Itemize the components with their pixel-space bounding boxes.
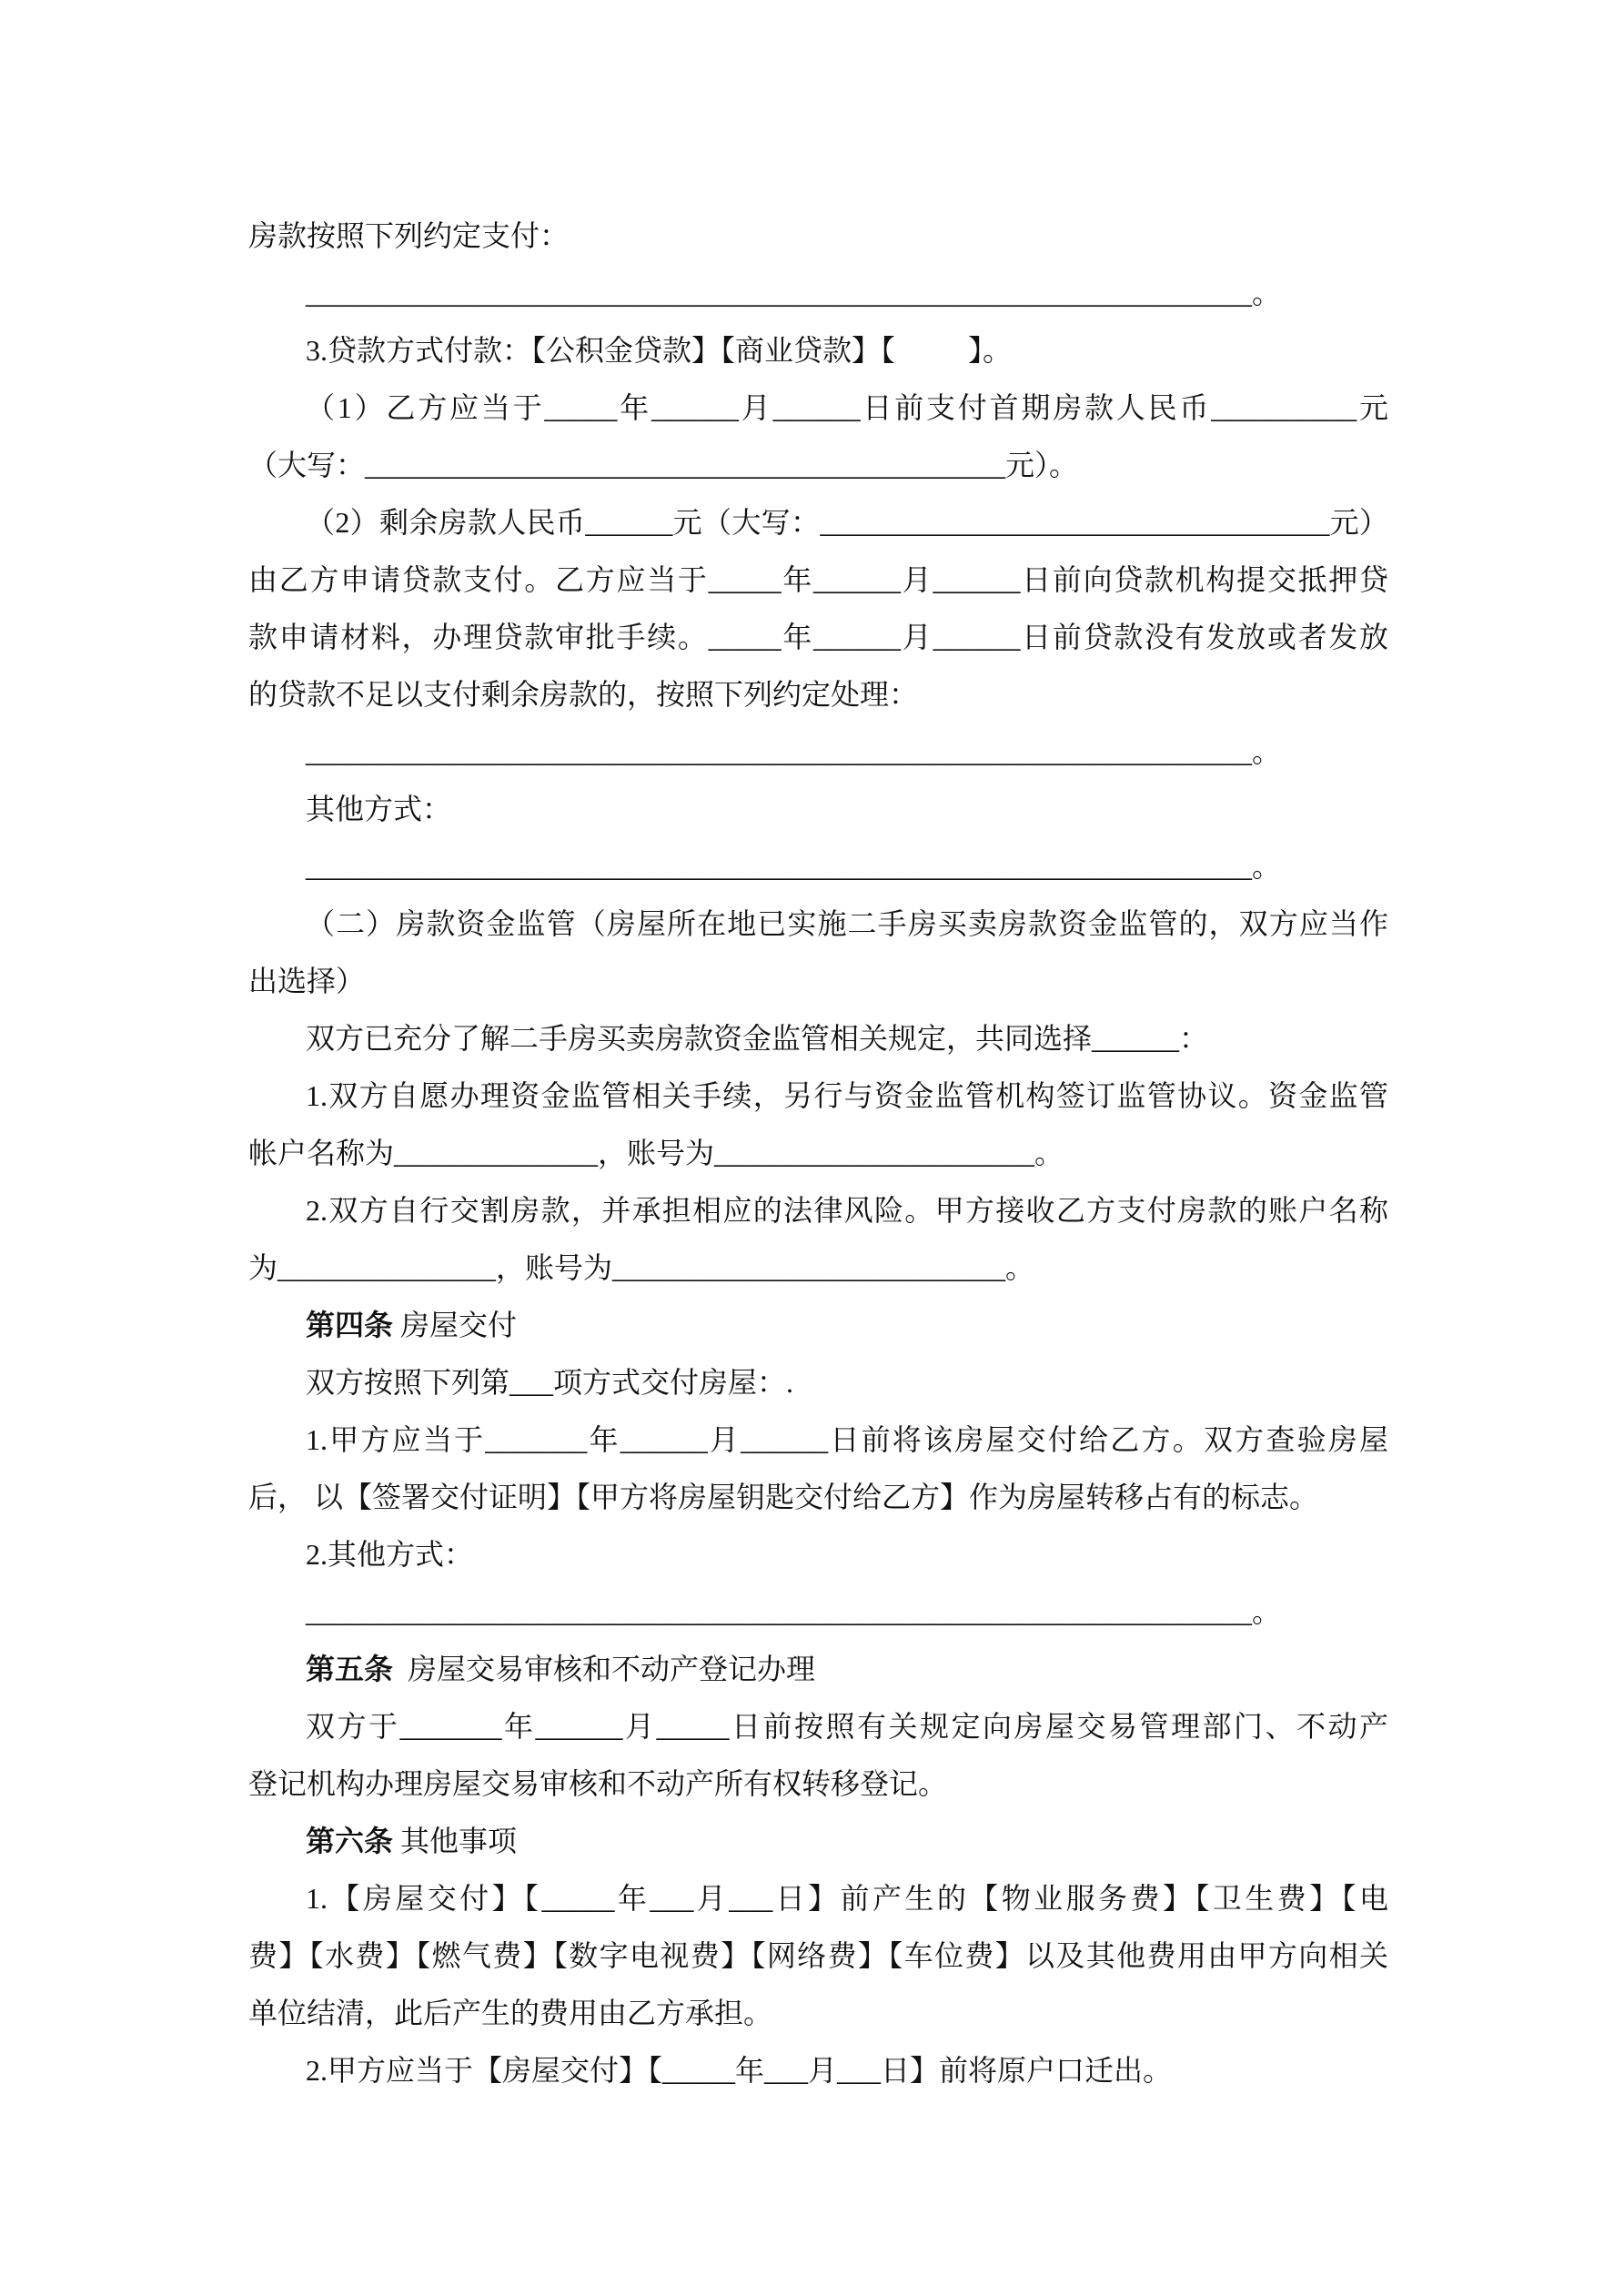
paragraph-line: 双方已充分了解二手房买卖房款资金监管相关规定，共同选择______：	[306, 1022, 1209, 1055]
paragraph-line: 帐户名称为______________，账号为______________________。	[248, 1137, 1064, 1169]
paragraph-line: （2）剩余房款人民币______元（大写：___________________________________元）	[306, 506, 1388, 539]
paragraph-line: 3.贷款方式付款：【公积金贷款】【商业贷款】【 】。	[306, 334, 1013, 367]
paragraph-line: 登记机构办理房屋交易审核和不动产所有权转移登记。	[248, 1767, 948, 1800]
paragraph-line: 出选择）	[248, 965, 366, 997]
paragraph-line: 双方按照下列第___项方式交付房屋：.	[306, 1366, 794, 1399]
paragraph-line: 2.甲方应当于【房屋交付】【_____年___月___日】前将原户口迁出。	[306, 2054, 1173, 2087]
paragraph-line: 1.甲方应当于_______年______月______日前将该房屋交付给乙方。双方查验房屋	[306, 1423, 1388, 1456]
paragraph-line: 后， 以【签署交付证明】【甲方将房屋钥匙交付给乙方】作为房屋转移占有的标志。	[248, 1481, 1319, 1513]
paragraph-line: 2.双方自行交割房款，并承担相应的法律风险。甲方接收乙方支付房款的账户名称	[306, 1194, 1388, 1227]
blank-fill-line: _________________________________________________________________。	[306, 850, 1281, 883]
blank-fill-line: _________________________________________________________________。	[306, 277, 1281, 309]
paragraph-line: 双方于_______年______月_____日前按照有关规定向房屋交易管理部门、不动产	[306, 1710, 1388, 1743]
article-number: 第六条	[306, 1825, 394, 1857]
article-title: 房屋交付	[393, 1309, 518, 1341]
paragraph-line: 费】【水费】【燃气费】【数字电视费】【网络费】【车位费】以及其他费用由甲方向相关	[248, 1939, 1388, 1972]
paragraph-line: 其他方式：	[306, 793, 452, 825]
article-5-heading	[248, 1641, 1388, 1698]
paragraph-line: 的贷款不足以支付剩余房款的，按照下列约定处理：	[248, 678, 919, 711]
paragraph-line: 款申请材料，办理贷款审批手续。_____年______月______日前贷款没有发放或者发放	[248, 621, 1388, 653]
article-number: 第五条	[306, 1653, 394, 1685]
paragraph-line: 房款按照下列约定支付：	[248, 219, 570, 252]
article-4-heading	[248, 1297, 1388, 1354]
paragraph-line: 2.其他方式：	[306, 1538, 474, 1571]
paragraph-line: 1.双方自愿办理资金监管相关手续，另行与资金监管机构签订监管协议。资金监管	[306, 1079, 1388, 1112]
article-6-heading	[248, 1813, 1388, 1870]
blank-fill-line: _________________________________________________________________。	[306, 1595, 1281, 1628]
article-title: 其他事项	[393, 1825, 518, 1857]
paragraph-line: （大写：____________________________________________元）。	[248, 449, 1079, 481]
paragraph-line: （二）房款资金监管（房屋所在地已实施二手房买卖房款资金监管的，双方应当作	[306, 907, 1388, 940]
paragraph-line: 为_______________，账号为___________________________。	[248, 1251, 1035, 1284]
paragraph-line: 1.【房屋交付】【_____年___月___日】前产生的【物业服务费】【卫生费】【电	[306, 1882, 1388, 1915]
paragraph-line: 由乙方申请贷款支付。乙方应当于_____年______月______日前向贷款机构提交抵押贷	[248, 563, 1388, 596]
article-number: 第四条	[306, 1309, 394, 1341]
paragraph-line: （1）乙方应当于_____年______月______日前支付首期房款人民币__________元	[306, 391, 1388, 424]
blank-fill-line: _________________________________________________________________。	[306, 735, 1281, 768]
paragraph-line: 单位结清，此后产生的费用由乙方承担。	[248, 1997, 773, 2029]
document-page	[248, 207, 1388, 2099]
article-title: 房屋交易审核和不动产登记办理	[393, 1653, 816, 1685]
